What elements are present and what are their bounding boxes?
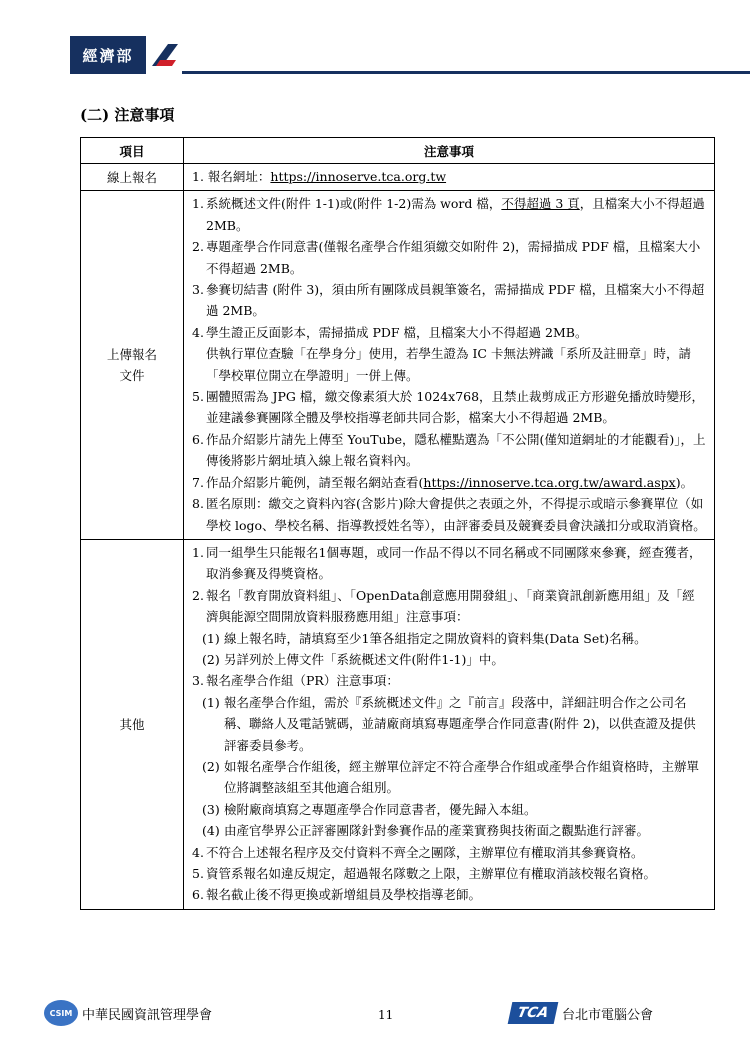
ministry-logo-text: 經濟部 [70,36,146,74]
tca-logo-icon: TCA [508,1002,559,1024]
list-item: 7. 作品介紹影片範例，請至報名網站查看(https://innoserve.tca.org.tw/award.aspx)。 [192,474,694,490]
list-item: 5. 團體照需為 JPG 檔，繳交像素須大於 1024x768，且禁止裁剪成正方形避免播放時變形，並建議參賽團隊全體及學校指導老師共同合影，檔案大小不得超過 2MB。 [192,389,705,426]
list-item: 1. 系統概述文件(附件 1-1)或(附件 1-2)需為 word 檔，不得超過 3 頁，且檔案大小不得超過 2MB。 [192,196,705,233]
list-item: 5. 資管系報名如違反規定，超過報名隊數之上限，主辦單位有權取消該校報名資格。 [192,866,657,881]
table-row-upload [81,191,715,540]
list-item: 8. 匿名原則：繳交之資料內容(含影片)除大會提供之表頭之外，不得提示或暗示參賽單位（如學校 logo、學校名稱、指導教授姓名等），由評審委員及競賽委員會決議扣分或取消資格。 [192,496,706,533]
table-row-online [81,164,715,191]
csim-logo-icon: CSIM [44,1000,78,1026]
table-row-other [81,539,715,909]
tca-org-name: 台北市電腦公會 [562,1007,654,1023]
ministry-logo [70,36,182,74]
list-item: 1. 同一組學生只能報名1個專題，或同一作品不得以不同名稱或不同團隊來參賽，經查獲者，取消參賽及得獎資格。 [192,544,702,582]
list-item: 4. 不符合上述報名程序及交付資料不齊全之團隊，主辦單位有權取消其參賽資格。 [192,844,644,860]
tca-branding [510,1002,653,1024]
list-item: 6. 作品介紹影片請先上傳至 YouTube，隱私權點選為「不公開(僅知道網址的才能觀看)」，上傳後將影片網址填入線上報名資料內。 [192,431,706,469]
section-title: (二) 注意事項 [80,106,175,124]
list-item: 4. 學生證正反面影本，需掃描成 PDF 檔，且檔案大小不得超過 2MB。 [192,324,588,340]
list-item-note: 供執行單位查驗「在學身分」使用，若學生證為 IC 卡無法辨識「系所及註冊章」時，請「學校單位開立在學證明」一併上傳。 [206,346,691,383]
category-other: 其他 [81,539,184,909]
header-rule [182,71,750,74]
sub-list-item: (2) 另詳列於上傳文件「系統概述文件(附件1-1)」中。 [202,651,504,667]
ministry-emblem-icon [146,36,182,74]
sub-list-item: (4) 由產官學界公正評審團隊針對參賽作品的產業實務與技術面之觀點進行評審。 [202,823,650,839]
list-item: 3. 參賽切結書 (附件 3)，須由所有團隊成員親筆簽名，需掃描成 PDF 檔，且檔案大小不得超過 2MB。 [192,282,705,319]
registration-url-link[interactable]: https://innoserve.tca.org.tw [270,169,447,184]
list-item: 6. 報名截止後不得更換或新增組員及學校指導老師。 [192,887,482,903]
table-header-row [81,138,715,164]
category-upload: 上傳報名文件 [81,191,184,540]
list-item: 2. 專題產學合作同意書(僅報名產學合作組須繳交如附件 2)，需掃描成 PDF 檔，且檔案大小不得超過 2MB。 [192,239,701,276]
list-item: 3. 報名產學合作組（PR）注意事項： [192,673,399,689]
header-item: 項目 [81,138,184,164]
page-number: 11 [378,1008,394,1022]
header-notes: 注意事項 [184,138,715,164]
upload-cell [184,191,715,540]
notes-table [80,137,715,910]
online-cell [184,164,715,191]
page-footer [0,1000,750,1040]
csim-branding [44,1000,212,1026]
sub-list-item: (3) 檢附廠商填寫之專題產學合作同意書者，優先歸入本組。 [202,801,537,817]
sub-list-item: (1) 線上報名時，請填寫至少1筆各組指定之開放資料的資料集(Data Set)名稱。 [202,630,647,646]
csim-org-name: 中華民國資訊管理學會 [82,1007,213,1023]
url-prefix: 1. 報名網址： [192,169,271,184]
sub-list-item: (2) 如報名產學合作組後，經主辦單位評定不符合產學合作組或產學合作組資格時，主辦單位將調整該組至其他適合組別。 [202,758,700,796]
sub-list-item: (1) 報名產學合作組，需於『系統概述文件』之『前言』段落中，詳細註明合作之公司名稱、聯絡人及電話號碼，並請廠商填寫專題產學合作同意書(附件 2)，以供查證及提供評審委員參考。 [202,694,696,753]
list-item: 2. 報名「教育開放資料組」、「OpenData創意應用開發組」、「商業資訊創新應用組」及「經濟與能源空間開放資料服務應用組」注意事項： [192,587,695,625]
award-url-link[interactable]: https://innoserve.tca.org.tw/award.aspx [423,474,676,490]
other-cell [184,539,715,909]
category-online: 線上報名 [81,164,184,191]
